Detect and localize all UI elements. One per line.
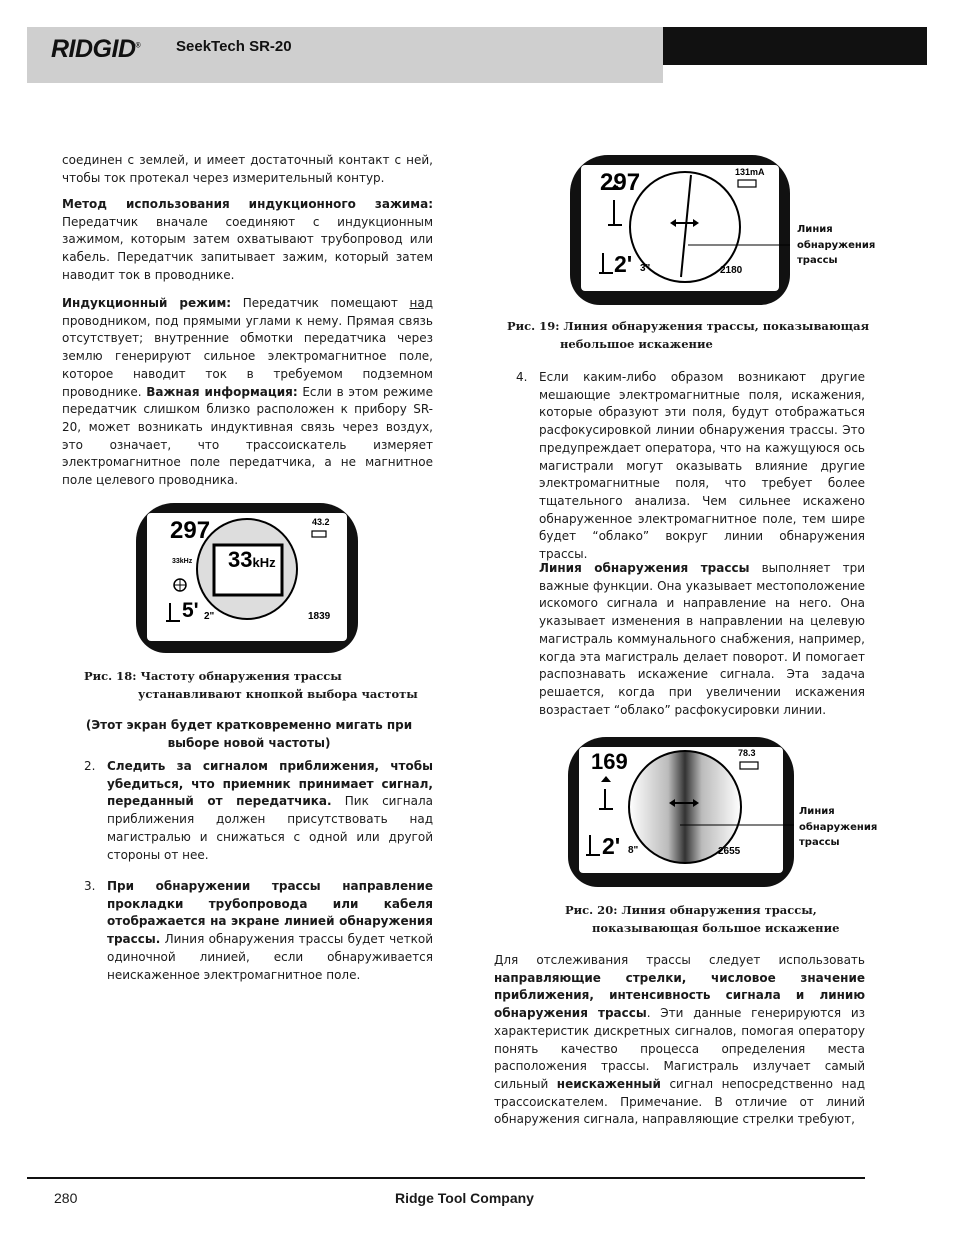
current-value: 43.2 [312, 517, 330, 527]
list-item-4: Если каким-либо образом возникают другие мешающие электромагнитные поля, искажения, которые образуют эти поля, будут отображаться расфокусировкой линии обнаружения трассы. Это предупреждает оператора, что на кажущуюся ось магистрали могут оказывать влияние другие электромагнитные поля, что требует более тщательного анализа. Чем сильнее искажено обнаруженное электромагнитное поле, тем шире будет “облако” вокруг линии обнаружения трассы. [539, 370, 865, 562]
fig19-caption-line2: небольшое искажение [560, 337, 713, 351]
depth-inches: 8" [628, 845, 639, 856]
fig19-side-label: Линия обнаружения трассы [797, 224, 876, 266]
fig20-side-label: Линия обнаружения трассы [799, 806, 878, 848]
paragraph-ground-contact: соединен с землей, и имеет достаточный контакт с ней, чтобы ток протекал через измерительный контур. [62, 153, 433, 185]
page-header [27, 27, 927, 83]
fig18-caption-line2: устанавливают кнопкой выбора частоты [138, 687, 418, 701]
header-black-band [663, 27, 927, 65]
paragraph-tracing-line: Линия обнаружения трассы выполняет три важные функции. Она указывает местоположение искомого сигнала и направление на него. Она указывает изменения в направлении на целевую магистраль коммунального снабжения, например, когда эта магистраль делает поворот. И помогает распознавать искажение сигнала. Эта задача решается, когда при увеличении искажения возрастает “облако” расфокусировки линии. [539, 561, 865, 717]
paragraph-inductive-mode: Индукционный режим: Передатчик помещают над проводником, под прямыми углами к нему. Прямая связь отсутствует; внутренние обмотки передатчика через землю генерируют сильное электромагнитное поле, которое наводит ток в требуемом подземном проводнике. Важная информация: Если в этом режиме передатчик слишком близко расположен к прибору SR-20, может возникать индуктивная связь через воздух, это означает, что трассоискатель измеряет электромагнитное поле передатчика, а не магнитное поле целевого проводника. [62, 296, 433, 488]
paragraph-clamp-method: Метод использования индукционного зажима: Передатчик вначале соединяют с индукционным зажимом, которым затем охватывают трубопровод или кабель. Передатчик запитывает зажим, который затем наводит ток в проводнике. [62, 197, 433, 282]
ridgid-logo: RIDGID® [51, 35, 141, 63]
paragraph-tracing-tips: Для отслеживания трассы следует использовать направляющие стрелки, числовое значение приближения, интенсивность сигнала и линию обнаружения трассы. Эти данные генерируются из характеристик дискретных сигналов, помогая оператору понять качество процесса определения места расположения трассы. Магистраль излучает самый сильный неискаженный сигнал непосредственно над трассоискателем. Примечание. В отличие от линий обнаружения сигнала, направляющие стрелки требуют, [494, 953, 865, 1127]
company-name: Ridge Tool Company [395, 1190, 534, 1206]
list-item-3: При обнаружении трассы направление прокладки трубопровода или кабеля отображается на экране линией обнаружения трассы. Линия обнаружения трассы будет четкой одиночной линией, если обнаруживается неискаженное электромагнитное поле. [107, 879, 433, 982]
signal-strength-value: 297 [600, 169, 641, 196]
list-number-4: 4. [516, 370, 528, 384]
footer-rule [27, 1177, 865, 1179]
page-number: 280 [54, 1190, 78, 1206]
fig18-caption-line1: Рис. 18: Частоту обнаружения трассы [84, 669, 342, 683]
depth-feet: 2' [602, 833, 621, 859]
depth-inches: 2" [204, 611, 215, 622]
fig19-caption-line1: Рис. 19: Линия обнаружения трассы, показывающая [507, 319, 870, 333]
frequency-value: 33kHz [228, 547, 276, 572]
figure-18-frequency-screen [136, 503, 358, 653]
proximity-value: 2180 [720, 265, 743, 276]
depth-feet: 2' [614, 251, 633, 277]
figure-20-screen [568, 737, 794, 887]
proximity-value: 1839 [308, 611, 331, 622]
signal-strength-value: 169 [591, 749, 628, 774]
product-title: SeekTech SR-20 [176, 38, 292, 55]
fig20-caption-line1: Рис. 20: Линия обнаружения трассы, [565, 903, 817, 917]
frequency-overlay-graphic [136, 503, 358, 653]
list-number-2: 2. [84, 759, 96, 773]
current-value: 78.3 [738, 748, 756, 758]
fig20-caption-line2: показывающая большое искажение [592, 921, 840, 935]
depth-inches: 3" [640, 263, 651, 274]
signal-strength-value: 297 [170, 517, 211, 544]
figure-19-screen [570, 155, 790, 305]
list-item-2: Следить за сигналом приближения, чтобы убедиться, что приемник принимает сигнал, переданный от передатчика. Пик сигнала приближения должен присутствовать над магистралью и снижаться с одной или другой стороны от нее. [107, 759, 433, 862]
proximity-value: 2655 [718, 846, 741, 857]
list-number-3: 3. [84, 879, 96, 893]
current-value: 131mA [735, 167, 765, 177]
frequency-small-label: 33kHz [172, 558, 193, 565]
depth-feet: 5' [182, 599, 199, 622]
fig18-flash-note: (Этот экран будет кратковременно мигать при выборе новой частоты) [85, 718, 413, 750]
